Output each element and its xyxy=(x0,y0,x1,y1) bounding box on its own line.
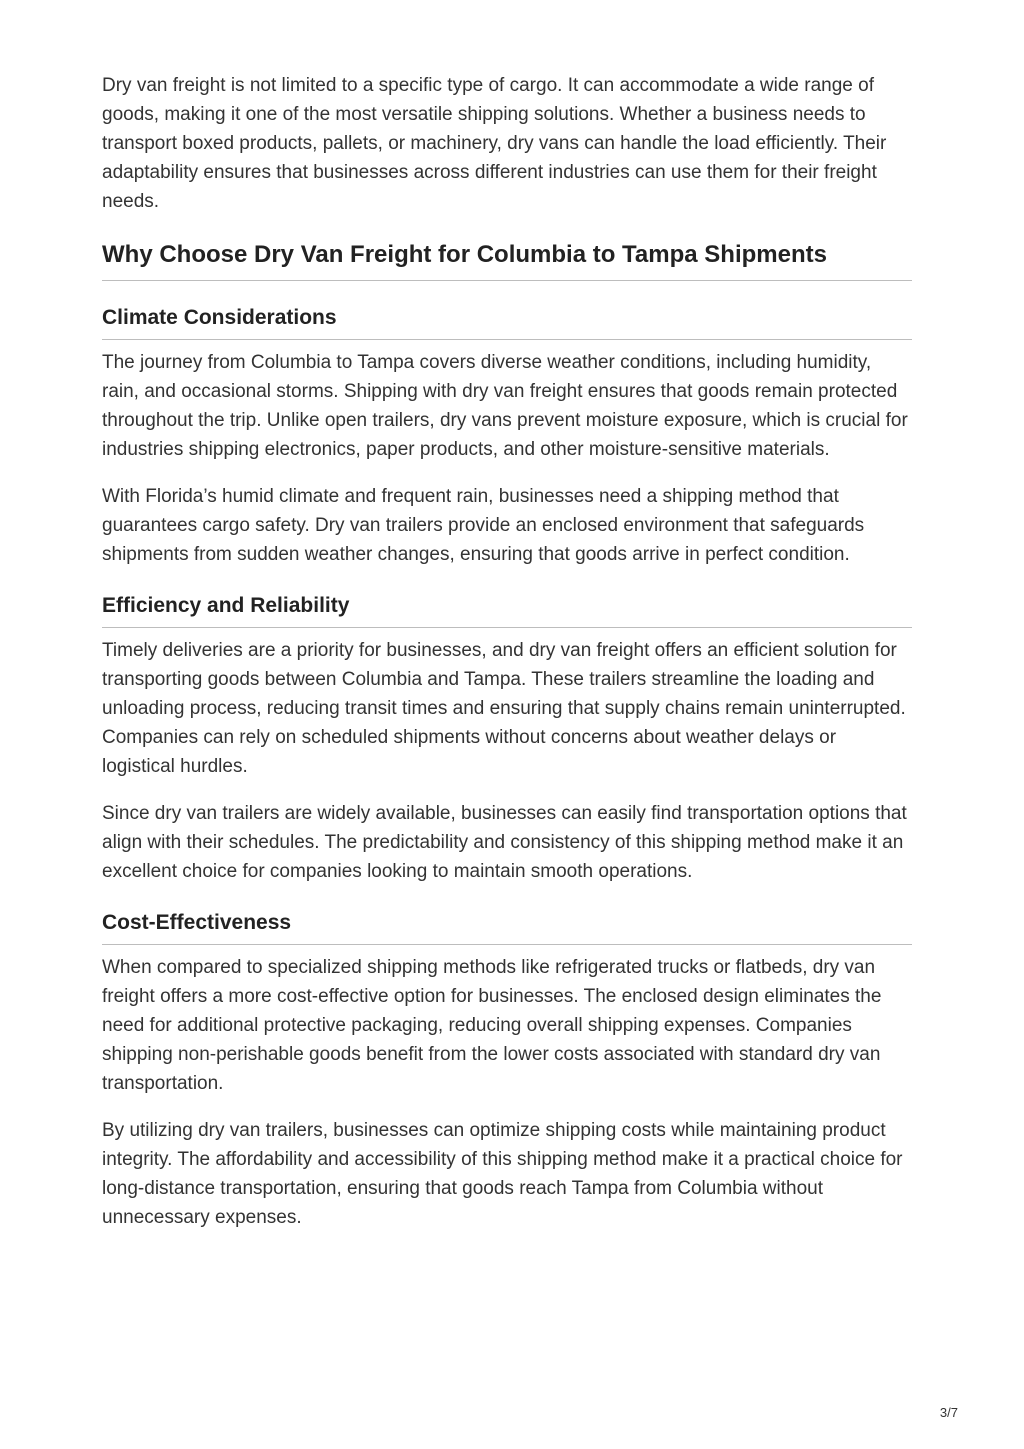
intro-paragraph: Dry van freight is not limited to a specific type of cargo. It can accommodate a wide range of goods, making it one of the most versatile shipping solutions. Whether a business needs to transport boxed products, pallets, or machinery, dry vans can handle the load efficiently. Their adaptability ensures that businesses across different industries can use them for their freight needs. xyxy=(102,75,887,212)
section-heading-climate: Climate Considerations xyxy=(102,303,912,340)
main-heading: Why Choose Dry Van Freight for Columbia to Tampa Shipments xyxy=(102,238,912,281)
section-body-cost xyxy=(102,953,912,1232)
page-number: 3/7 xyxy=(939,1405,958,1420)
section-heading-cost: Cost-Effectiveness xyxy=(102,908,912,945)
paragraph: By utilizing dry van trailers, businesses can optimize shipping costs while maintaining product integrity. The affordability and accessibility of this shipping method make it a practical choice for long-distance transportation, ensuring that goods reach Tampa from Columbia without unnecessary expenses. xyxy=(102,1120,903,1228)
section-body-efficiency xyxy=(102,636,912,886)
section-body-climate xyxy=(102,348,912,569)
paragraph: Since dry van trailers are widely available, businesses can easily find transportation options that align with their schedules. The predictability and consistency of this shipping method make it an excellent choice for companies looking to maintain smooth operations. xyxy=(102,803,907,882)
paragraph: The journey from Columbia to Tampa covers diverse weather conditions, including humidity, rain, and occasional storms. Shipping with dry van freight ensures that goods remain protected throughout the trip. Unlike open trailers, dry vans prevent moisture exposure, which is crucial for industries shipping electronics, paper products, and other moisture-sensitive materials. xyxy=(102,352,908,460)
paragraph: When compared to specialized shipping methods like refrigerated trucks or flatbeds, dry van freight offers a more cost-effective option for businesses. The enclosed design eliminates the need for additional protective packaging, reducing overall shipping expenses. Companies shipping non-perishable goods benefit from the lower costs associated with standard dry van transportation. xyxy=(102,957,882,1094)
paragraph: Timely deliveries are a priority for businesses, and dry van freight offers an efficient solution for transporting goods between Columbia and Tampa. These trailers streamline the loading and unloading process, reducing transit times and ensuring that supply chains remain uninterrupted. Companies can rely on scheduled shipments without concerns about weather delays or logistical hurdles. xyxy=(102,640,906,777)
document-page xyxy=(102,71,912,1250)
section-heading-efficiency: Efficiency and Reliability xyxy=(102,591,912,628)
paragraph: With Florida’s humid climate and frequent rain, businesses need a shipping method that guarantees cargo safety. Dry van trailers provide an enclosed environment that safeguards shipments from sudden weather changes, ensuring that goods arrive in perfect condition. xyxy=(102,486,865,565)
